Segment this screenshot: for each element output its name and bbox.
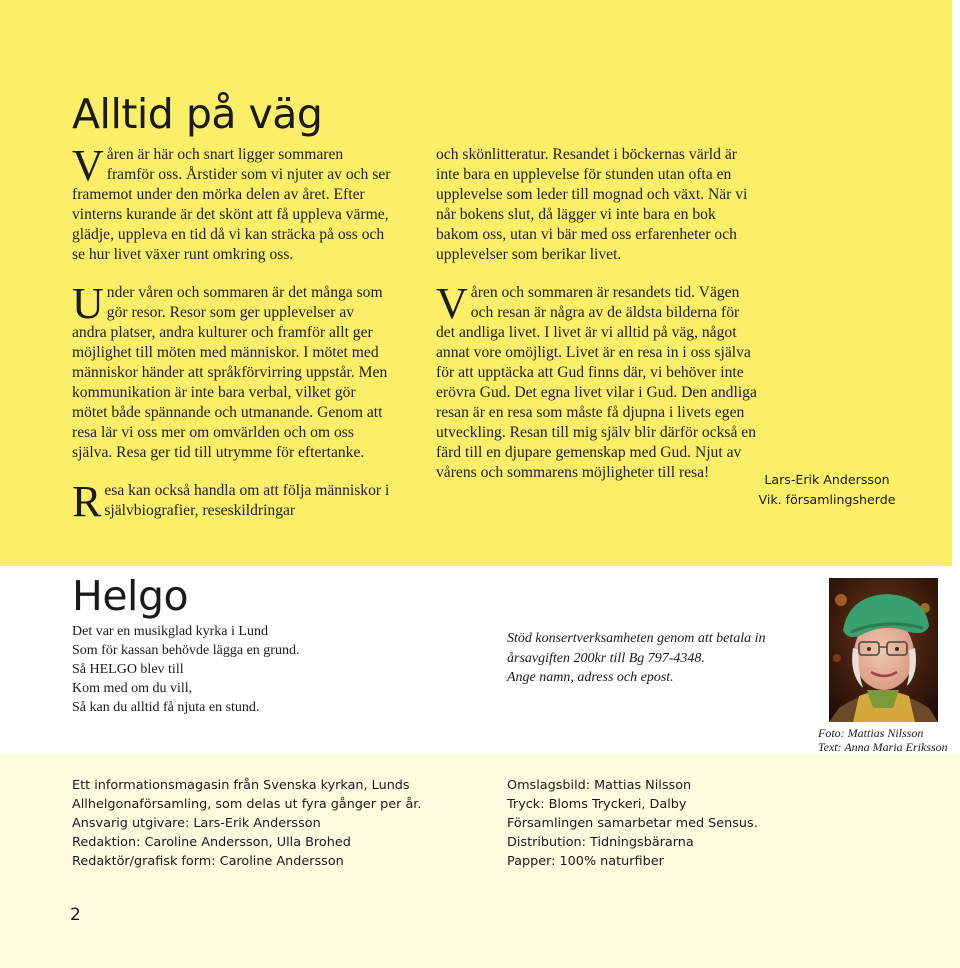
drop-cap: V	[72, 141, 104, 190]
support-line: årsavgiften 200kr till Bg 797-4348.	[507, 650, 705, 666]
paragraph-text: esa kan också handla om att följa människor i självbiografier, reseskildringar	[104, 482, 390, 519]
drop-cap: R	[72, 477, 102, 526]
author-name: Lars-Erik Andersson	[764, 472, 890, 487]
drop-cap: V	[436, 279, 468, 328]
poem-line: Som för kassan behövde lägga en grund.	[72, 643, 300, 658]
imprint-line: Papper: 100% naturfiber	[507, 854, 664, 869]
poem-line: Så kan du alltid få njuta en stund.	[72, 700, 260, 715]
article-paragraph-1	[72, 141, 392, 265]
author-portrait-photo	[829, 578, 938, 722]
poem-line: Så HELGO blev till	[72, 662, 184, 677]
imprint-line: Redaktör/grafisk form: Caroline Andersson	[72, 854, 344, 869]
photo-text-credits	[818, 726, 948, 754]
photo-credit: Foto: Mattias Nilsson	[818, 726, 924, 740]
imprint-line: Omslagsbild: Mattias Nilsson	[507, 778, 692, 793]
imprint-line: Tryck: Bloms Tryckeri, Dalby	[507, 797, 687, 812]
imprint-line: Distribution: Tidningsbärarna	[507, 835, 694, 850]
article-paragraph-2	[72, 279, 392, 463]
imprint-left	[72, 776, 452, 871]
paragraph-text: åren och sommaren är resandets tid. Vägen och resan är några av de äldsta bilderna för det andliga livet. I livet är vi alltid på väg, något annat vore omöjligt. Livet är en resa in i oss själva för att upptäcka att Gud finns där, vi behöver inte erövra Gud. Det egna livet vilar i Gud. Den andliga resan är en resa som måste få djupna i livets egen utveckling. Resan till mig själv blir därför också en färd till en djupare gemenskap med Gud. Njut av vårens och sommarens möjligheter till resa!	[436, 284, 757, 481]
poem-line: Kom med om du vill,	[72, 681, 193, 696]
imprint-line: Ansvarig utgivare: Lars-Erik Andersson	[72, 816, 321, 831]
author-role: Vik. församlingsherde	[758, 492, 896, 507]
support-line: Ange namn, adress och epost.	[507, 670, 674, 685]
article-column-1	[72, 141, 392, 526]
helgo-title: Helgo	[72, 572, 189, 620]
article-paragraph-5	[436, 279, 758, 483]
imprint-right	[507, 776, 807, 871]
paragraph-text: åren är här och snart ligger sommaren framför oss. Årstider som vi njuter av och ser framemot under den mörka delen av året. Efter vinterns kurande är det skönt att få uppleva värme, glädje, uppleva en tid då vi kan sträcka på oss och se hur livet växer runt omkring oss.	[72, 146, 391, 263]
paragraph-text: nder våren och sommaren är det många som gör resor. Resor som ger upplevelser av andra platser, andra kulturer och framför allt ger möjlighet till möten med människor. I mötet med människor händer att språkförvirring uppstår. Men kommunikation är inte bara verbal, vilket gör mötet både spännande och utmanande. Genom att resa lär vi oss mer om omvärlden och om oss själva. Resa ger tid till utrymme för eftertanke.	[72, 284, 388, 461]
article-paragraph-3	[72, 477, 392, 526]
author-signature	[756, 470, 898, 510]
article-title: Alltid på väg	[72, 90, 323, 138]
support-notice	[507, 629, 807, 688]
drop-cap: U	[72, 279, 104, 328]
page-number: 2	[70, 905, 81, 925]
imprint-line: Redaktion: Caroline Andersson, Ulla Brohed	[72, 835, 351, 850]
text-credit: Text: Anna Maria Eriksson	[818, 740, 948, 754]
imprint-line: Ett informationsmagasin från Svenska kyrkan, Lunds	[72, 778, 410, 793]
imprint-line: Allhelgonaförsamling, som delas ut fyra gånger per år.	[72, 797, 422, 812]
article-paragraph-4	[436, 145, 758, 265]
imprint-line: Församlingen samarbetar med Sensus.	[507, 816, 758, 831]
poem-line: Det var en musikglad kyrka i Lund	[72, 624, 268, 639]
helgo-poem	[72, 622, 299, 717]
support-line: Stöd konsertverksamheten genom att betala in	[507, 631, 766, 646]
article-column-2	[436, 145, 758, 483]
paragraph-text: och skönlitteratur. Resandet i böckernas värld är inte bara en upplevelse för stunden utan ofta en upplevelse som leder till mognad och växt. När vi når bokens slut, då lägger vi inte bara en bok bakom oss, utan vi bär med oss erfarenheter och upplevelser som berikar livet.	[436, 146, 748, 263]
